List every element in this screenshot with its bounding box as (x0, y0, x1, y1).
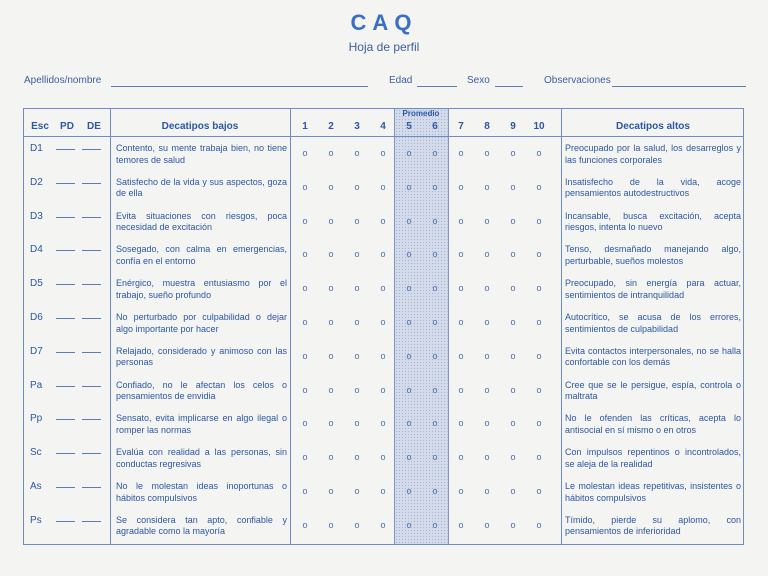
table-row (24, 444, 743, 477)
score-col-3: 3 (354, 121, 360, 132)
pd-field[interactable] (56, 250, 75, 251)
scale-code: D3 (30, 210, 43, 222)
table-row (24, 241, 743, 274)
de-field[interactable] (82, 318, 101, 319)
low-description: Sensato, evita implicarse en algo ilegal o romper las normas (116, 413, 287, 435)
score-dot[interactable]: o (458, 384, 464, 395)
col-pd: PD (60, 121, 74, 132)
pd-field[interactable] (56, 217, 75, 218)
score-dot[interactable]: o (380, 283, 386, 294)
score-dot[interactable]: o (484, 148, 490, 158)
pd-field[interactable] (56, 453, 75, 454)
scale-code: D6 (30, 312, 43, 323)
de-field[interactable] (82, 149, 101, 150)
score-dot[interactable]: o (380, 350, 386, 361)
low-description: Confiado, no le afectan los celos o pensamientos de envidia (116, 379, 287, 402)
table-row (24, 343, 743, 376)
low-description: No perturbado por culpabilidad o dejar algo importante por hacer (116, 312, 287, 334)
de-field[interactable] (82, 453, 101, 454)
score-dot[interactable]: o (432, 384, 438, 395)
score-dot[interactable]: o (354, 148, 360, 158)
score-dot[interactable]: o (328, 249, 334, 260)
pd-field[interactable] (56, 386, 75, 387)
pd-field[interactable] (56, 352, 75, 353)
name-field[interactable] (111, 86, 368, 87)
table-row (24, 140, 743, 173)
score-dot[interactable]: o (302, 350, 308, 361)
score-dot[interactable]: o (302, 148, 308, 158)
score-dot[interactable]: o (484, 384, 490, 395)
score-dot[interactable]: o (380, 215, 386, 226)
high-description: Evita contactos interpersonales, no se halla confortable con los demás (565, 345, 741, 368)
low-description: No le molestan ideas inoportunas o hábitos compulsivos (116, 481, 287, 503)
pd-field[interactable] (56, 521, 75, 522)
sex-label: Sexo (467, 75, 490, 86)
score-dot[interactable]: o (354, 452, 360, 463)
score-dot[interactable]: o (510, 519, 516, 530)
score-dot[interactable]: o (328, 215, 334, 226)
score-dot[interactable]: o (328, 283, 334, 294)
score-dot[interactable]: o (432, 418, 438, 429)
score-col-8: 8 (484, 121, 490, 132)
scale-code: D7 (30, 345, 43, 357)
high-description: Tenso, desmañado manejando algo, perturbable, sueños molestos (565, 244, 741, 266)
high-description: Incansable, busca excitación, acepta riesgos, intenta lo nuevo (565, 210, 741, 233)
score-dot[interactable]: o (354, 418, 360, 429)
score-dot[interactable]: o (484, 418, 490, 429)
de-field[interactable] (82, 419, 101, 420)
high-description: Cree que se le persigue, espía, controla o maltrata (565, 379, 741, 402)
score-col-1: 1 (302, 121, 308, 132)
score-dot[interactable]: o (328, 350, 334, 361)
score-dot[interactable]: o (380, 148, 386, 158)
score-dot[interactable]: o (536, 181, 542, 192)
score-dot[interactable]: o (536, 519, 542, 530)
score-dot[interactable]: o (536, 486, 542, 496)
score-dot[interactable]: o (536, 148, 542, 158)
score-dot[interactable]: o (536, 418, 542, 429)
score-dot[interactable]: o (302, 317, 308, 327)
scale-code: Sc (30, 447, 42, 459)
score-dot[interactable]: o (432, 181, 438, 192)
score-dot[interactable]: o (458, 486, 464, 496)
score-dot[interactable]: o (328, 418, 334, 429)
score-dot[interactable]: o (406, 384, 412, 395)
table-row (24, 275, 743, 308)
score-dot[interactable]: o (354, 317, 360, 327)
score-dot[interactable]: o (510, 452, 516, 463)
promedio-label: Promedio (402, 109, 440, 118)
score-dot[interactable]: o (380, 486, 386, 496)
score-dot[interactable]: o (458, 181, 464, 192)
low-description: Enérgico, muestra entusiasmo por el trabajo, sueño profundo (116, 278, 287, 300)
score-dot[interactable]: o (354, 249, 360, 260)
high-description: Insatisfecho de la vida, acoge pensamientos autodestructivos (565, 176, 741, 199)
score-dot[interactable]: o (406, 418, 412, 429)
score-dot[interactable]: o (458, 452, 464, 463)
score-dot[interactable]: o (354, 350, 360, 361)
score-dot[interactable]: o (406, 452, 412, 463)
low-description: Sosegado, con calma en emergencias, confía en el entorno (116, 244, 287, 266)
profile-table (23, 108, 744, 545)
score-col-6: 6 (432, 121, 438, 132)
scale-code: D2 (30, 176, 43, 188)
score-col-10: 10 (533, 121, 545, 132)
score-col-7: 7 (458, 121, 464, 132)
score-dot[interactable]: o (354, 384, 360, 395)
score-dot[interactable]: o (380, 317, 386, 327)
score-dot[interactable]: o (328, 486, 334, 496)
de-field[interactable] (82, 217, 101, 218)
score-dot[interactable]: o (328, 317, 334, 327)
score-dot[interactable]: o (484, 350, 490, 361)
score-dot[interactable]: o (354, 181, 360, 192)
score-dot[interactable]: o (484, 249, 490, 260)
score-dot[interactable]: o (458, 519, 464, 530)
score-dot[interactable]: o (302, 283, 308, 294)
low-description: Satisfecho de la vida y sus aspectos, goza de ella (116, 176, 287, 199)
low-description: Se considera tan apto, confiable y agradable como la mayoría (116, 514, 287, 537)
table-row (24, 174, 743, 207)
form-subtitle: Hoja de perfil (348, 40, 420, 54)
table-row (24, 309, 743, 342)
de-field[interactable] (82, 284, 101, 285)
score-dot[interactable]: o (432, 215, 438, 226)
score-dot[interactable]: o (406, 350, 412, 361)
score-dot[interactable]: o (510, 181, 516, 192)
score-dot[interactable]: o (510, 418, 516, 429)
score-dot[interactable]: o (484, 181, 490, 192)
score-dot[interactable]: o (328, 452, 334, 463)
score-dot[interactable]: o (406, 486, 412, 496)
score-dot[interactable]: o (536, 384, 542, 395)
table-header (24, 109, 743, 137)
score-dot[interactable]: o (328, 148, 334, 158)
score-dot[interactable]: o (302, 519, 308, 530)
score-col-9: 9 (510, 121, 516, 132)
high-description: Le molestan ideas repetitivas, insistentes o hábitos compulsivos (565, 481, 741, 503)
scale-code: D1 (30, 143, 43, 154)
score-dot[interactable]: o (510, 350, 516, 361)
score-dot[interactable]: o (484, 486, 490, 496)
score-dot[interactable]: o (510, 384, 516, 395)
age-field[interactable] (417, 86, 457, 87)
score-dot[interactable]: o (510, 283, 516, 294)
de-field[interactable] (82, 352, 101, 353)
score-dot[interactable]: o (406, 215, 412, 226)
de-field[interactable] (82, 250, 101, 251)
score-col-4: 4 (380, 121, 386, 132)
scale-code: Ps (30, 514, 42, 526)
high-description: Preocupado por la salud, los desarreglos y las funciones corporales (565, 143, 741, 165)
high-description: No le ofenden las críticas, acepta lo antisocial en sí mismo o en otros (565, 413, 741, 435)
col-esc: Esc (31, 121, 49, 132)
score-dot[interactable]: o (432, 452, 438, 463)
score-dot[interactable]: o (510, 486, 516, 496)
name-label: Apellidos/nombre (24, 75, 102, 86)
score-dot[interactable]: o (432, 249, 438, 260)
score-dot[interactable]: o (458, 418, 464, 429)
scale-code: D5 (30, 278, 43, 290)
pd-field[interactable] (56, 284, 75, 285)
score-dot[interactable]: o (302, 486, 308, 496)
score-dot[interactable]: o (432, 148, 438, 158)
pd-field[interactable] (56, 419, 75, 420)
low-description: Contento, su mente trabaja bien, no tiene temores de salud (116, 143, 287, 165)
score-dot[interactable]: o (328, 519, 334, 530)
table-row (24, 478, 743, 511)
scale-code: Pa (30, 379, 43, 391)
score-dot[interactable]: o (536, 249, 542, 260)
score-dot[interactable]: o (328, 384, 334, 395)
low-description: Evita situaciones con riesgos, poca necesidad de excitación (116, 210, 287, 233)
score-dot[interactable]: o (510, 215, 516, 226)
pd-field[interactable] (56, 318, 75, 319)
table-row (24, 377, 743, 410)
sex-field[interactable] (495, 86, 523, 87)
score-dot[interactable]: o (302, 384, 308, 395)
score-dot[interactable]: o (406, 148, 412, 158)
score-dot[interactable]: o (354, 283, 360, 294)
form-title: CAQ (350, 10, 418, 35)
score-dot[interactable]: o (458, 317, 464, 327)
score-dot[interactable]: o (458, 249, 464, 260)
score-dot[interactable]: o (432, 317, 438, 327)
score-dot[interactable]: o (536, 283, 542, 294)
score-dot[interactable]: o (484, 317, 490, 327)
de-field[interactable] (82, 521, 101, 522)
obs-label: Observaciones (544, 75, 611, 86)
table-row (24, 208, 743, 241)
score-dot[interactable]: o (510, 249, 516, 260)
score-dot[interactable]: o (484, 452, 490, 463)
score-dot[interactable]: o (302, 215, 308, 226)
score-dot[interactable]: o (380, 452, 386, 463)
col-high: Decatipos altos (616, 121, 690, 132)
score-dot[interactable]: o (536, 215, 542, 226)
score-dot[interactable]: o (458, 215, 464, 226)
score-dot[interactable]: o (510, 148, 516, 158)
score-dot[interactable]: o (432, 519, 438, 530)
score-dot[interactable]: o (328, 181, 334, 192)
score-dot[interactable]: o (536, 350, 542, 361)
de-field[interactable] (82, 183, 101, 184)
score-dot[interactable]: o (380, 519, 386, 530)
scale-code: Pp (30, 413, 43, 425)
score-dot[interactable]: o (432, 350, 438, 361)
score-dot[interactable]: o (354, 486, 360, 496)
score-dot[interactable]: o (458, 148, 464, 158)
score-dot[interactable]: o (302, 249, 308, 260)
col-low: Decatipos bajos (161, 121, 239, 132)
score-col-5: 5 (406, 121, 412, 132)
score-dot[interactable]: o (406, 249, 412, 260)
score-dot[interactable]: o (380, 249, 386, 260)
score-dot[interactable]: o (484, 519, 490, 530)
score-dot[interactable]: o (380, 418, 386, 429)
high-description: Autocrítico, se acusa de los errores, sentimientos de culpabilidad (565, 312, 741, 334)
score-dot[interactable]: o (406, 317, 412, 327)
score-dot[interactable]: o (354, 215, 360, 226)
high-description: Con impulsos repentinos o incontrolados, se aleja de la realidad (565, 447, 741, 469)
scale-code: As (30, 481, 42, 492)
high-description: Tímido, pierde su aplomo, con pensamientos de inferioridad (565, 514, 741, 537)
header-fields (24, 75, 746, 91)
score-dot[interactable]: o (302, 181, 308, 192)
pd-field[interactable] (56, 183, 75, 184)
score-dot[interactable]: o (380, 384, 386, 395)
score-dot[interactable]: o (406, 283, 412, 294)
age-label: Edad (389, 75, 413, 86)
de-field[interactable] (82, 386, 101, 387)
score-dot[interactable]: o (458, 283, 464, 294)
score-dot[interactable]: o (458, 350, 464, 361)
score-dot[interactable]: o (510, 317, 516, 327)
high-description: Preocupado, sin energía para actuar, sentimientos de intranquilidad (565, 278, 741, 300)
score-dot[interactable]: o (432, 283, 438, 294)
score-dot[interactable]: o (484, 215, 490, 226)
de-field[interactable] (82, 487, 101, 488)
score-dot[interactable]: o (302, 418, 308, 429)
score-dot[interactable]: o (406, 181, 412, 192)
table-row (24, 410, 743, 443)
col-de: DE (87, 121, 101, 132)
observations-field[interactable] (612, 86, 746, 87)
scale-code: D4 (30, 244, 43, 256)
table-row (24, 512, 743, 545)
score-dot[interactable]: o (484, 283, 490, 294)
score-dot[interactable]: o (432, 486, 438, 496)
score-dot[interactable]: o (406, 519, 412, 530)
pd-field[interactable] (56, 487, 75, 488)
score-col-2: 2 (328, 121, 334, 132)
score-dot[interactable]: o (536, 317, 542, 327)
score-dot[interactable]: o (380, 181, 386, 192)
score-dot[interactable]: o (302, 452, 308, 463)
low-description: Relajado, considerado y animoso con las personas (116, 345, 287, 368)
pd-field[interactable] (56, 149, 75, 150)
score-dot[interactable]: o (536, 452, 542, 463)
low-description: Evalúa con realidad a las personas, sin conductas regresivas (116, 447, 287, 469)
score-dot[interactable]: o (354, 519, 360, 530)
